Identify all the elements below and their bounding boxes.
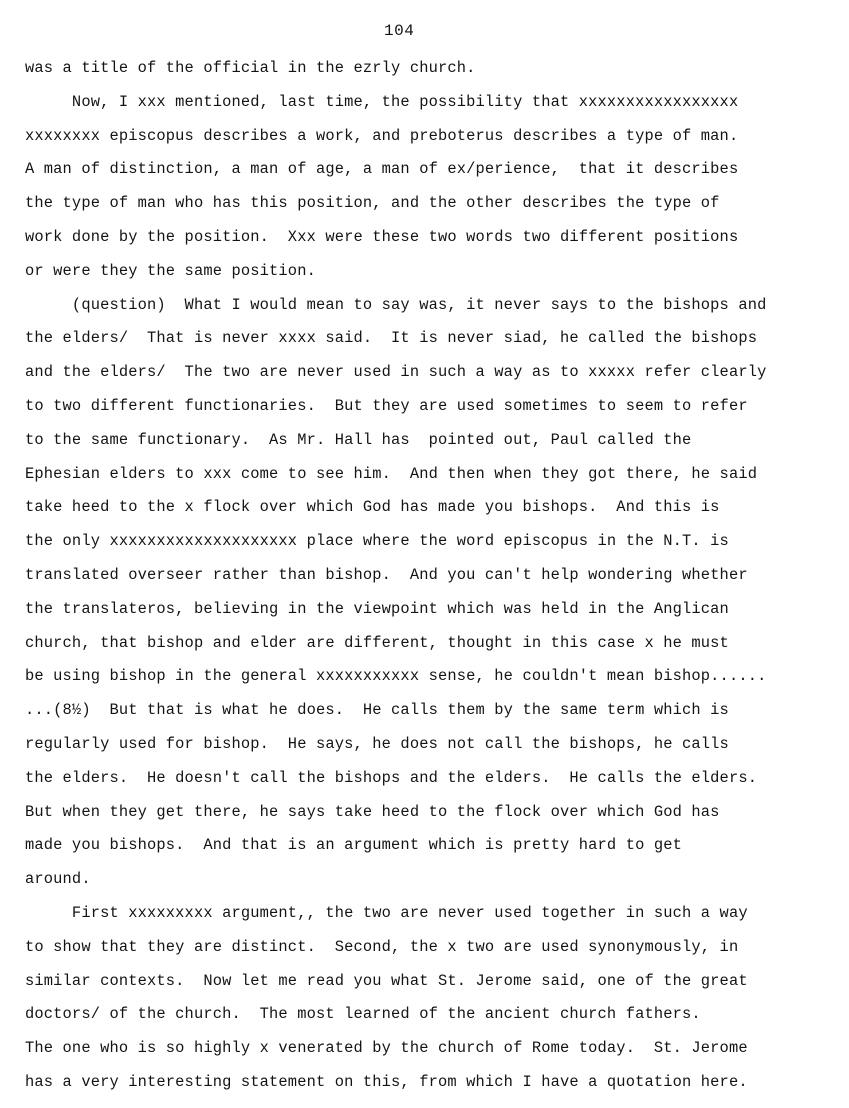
text-line: to two different functionaries. But they are used sometimes to seem to refer bbox=[25, 396, 748, 415]
text-line: But when they get there, he says take heed to the flock over which God has bbox=[25, 802, 720, 821]
text-line: First xxxxxxxxx argument,, the two are never used together in such a way bbox=[25, 903, 748, 922]
text-line: take heed to the x flock over which God has made you bishops. And this is bbox=[25, 498, 720, 517]
text-line: similar contexts. Now let me read you what St. Jerome said, one of the great bbox=[25, 971, 748, 990]
text-line: regularly used for bishop. He says, he does not call the bishops, he calls bbox=[25, 734, 729, 753]
body-text bbox=[25, 52, 835, 1100]
text-line: or were they the same position. bbox=[25, 261, 316, 280]
text-line: made you bishops. And that is an argument which is pretty hard to get bbox=[25, 836, 683, 855]
text-line: was a title of the official in the ezrly church. bbox=[25, 59, 476, 77]
text-line: translated overseer rather than bishop. And you can't help wondering whether bbox=[25, 565, 748, 584]
page-number: 104 bbox=[384, 22, 415, 40]
text-line: has a very interesting statement on this, from which I have a quotation here. bbox=[25, 1072, 748, 1091]
text-line: the type of man who has this position, and the other describes the type of bbox=[25, 194, 720, 213]
text-line: xxxxxxxx episcopus describes a work, and preboterus describes a type of man. bbox=[25, 126, 739, 145]
text-line: church, that bishop and elder are different, thought in this case x he must bbox=[25, 633, 729, 652]
text-line: be using bishop in the general xxxxxxxxxxx sense, he couldn't mean bishop...... bbox=[25, 667, 767, 686]
text-line: A man of distinction, a man of age, a man of ex/perience, that it describes bbox=[25, 160, 739, 179]
text-line: to the same functionary. As Mr. Hall has pointed out, Paul called the bbox=[25, 430, 692, 449]
text-line: the only xxxxxxxxxxxxxxxxxxxx place where the word episcopus in the N.T. is bbox=[25, 532, 729, 551]
text-line: work done by the position. Xxx were these two words two different positions bbox=[25, 227, 739, 246]
text-line: the elders. He doesn't call the bishops and the elders. He calls the elders. bbox=[25, 768, 758, 787]
text-line: around. bbox=[25, 870, 91, 889]
text-line: (question) What I would mean to say was, it never says to the bishops and bbox=[25, 295, 767, 314]
text-line: and the elders/ The two are never used in such a way as to xxxxx refer clearly bbox=[25, 363, 767, 382]
text-line: ...(8½) But that is what he does. He calls them by the same term which is bbox=[25, 701, 729, 720]
text-line: Now, I xxx mentioned, last time, the possibility that xxxxxxxxxxxxxxxxx bbox=[25, 92, 739, 111]
text-line: doctors/ of the church. The most learned of the ancient church fathers. bbox=[25, 1005, 701, 1024]
text-line: Ephesian elders to xxx come to see him. And then when they got there, he said bbox=[25, 464, 758, 483]
text-line: the translateros, believing in the viewpoint which was held in the Anglican bbox=[25, 599, 729, 618]
text-line: The one who is so highly x venerated by the church of Rome today. St. Jerome bbox=[25, 1039, 748, 1058]
text-line: the elders/ That is never xxxx said. It is never siad, he called the bishops bbox=[25, 329, 758, 348]
text-line: to show that they are distinct. Second, the x two are used synonymously, in bbox=[25, 937, 739, 956]
